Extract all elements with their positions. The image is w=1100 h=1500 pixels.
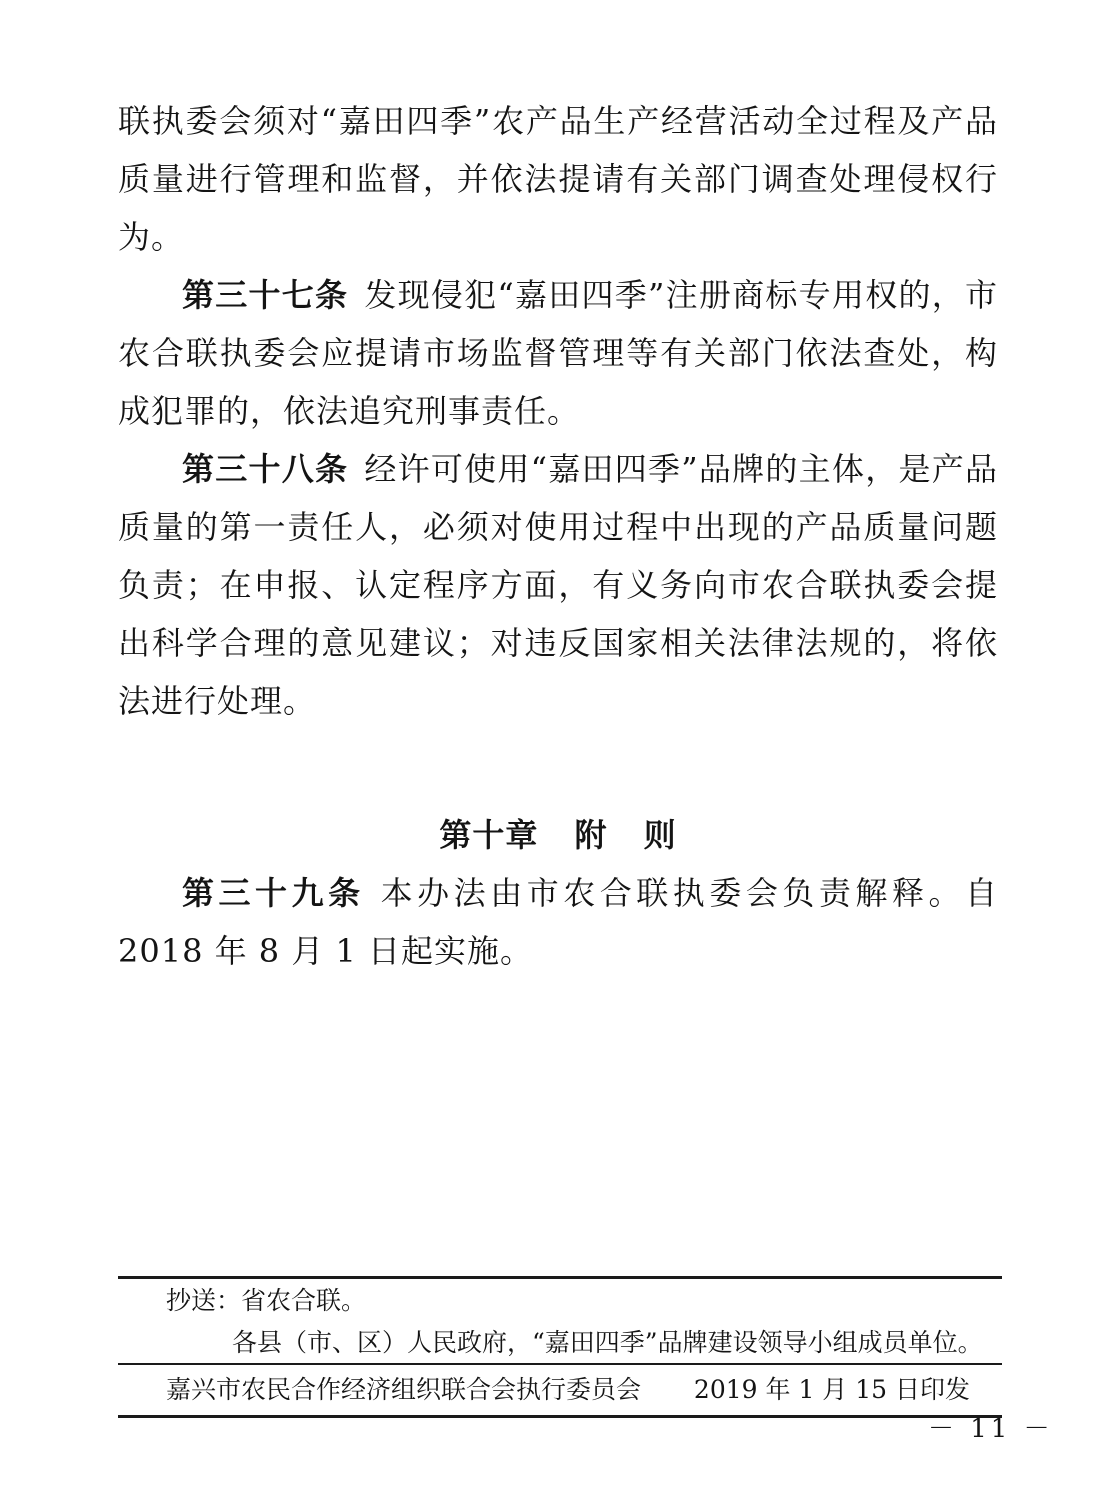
- article-38-text: 经许可使用“嘉田四季”品牌的主体，是产品质量的第一责任人，必须对使用过程中出现的产品质量问题负责；在申报、认定程序方面，有义务向市农合联执委会提出科学合理的意见建议；对违反国家相关法律法规的，将依法进行处理。: [118, 450, 998, 720]
- issuer-name: 嘉兴市农民合作经济组织联合会执行委员会: [166, 1375, 642, 1404]
- page-number: － 11 －: [928, 1414, 1054, 1444]
- issuer-line: [118, 1365, 1002, 1415]
- cc-recipients-line-1: 抄送：省农合联。: [166, 1286, 367, 1315]
- article-38-label: 第三十八条: [182, 450, 349, 488]
- cc-recipients-line-2: 各县（市、区）人民政府，“嘉田四季”品牌建设领导小组成员单位。: [232, 1328, 983, 1357]
- article-37: [118, 266, 998, 440]
- article-37-label: 第三十七条: [182, 276, 349, 314]
- footer-bottom-rule: [118, 1415, 1002, 1418]
- document-body: [118, 92, 998, 980]
- article-38: [118, 440, 998, 730]
- issue-date: 2019 年 1 月 15 日印发: [693, 1375, 970, 1404]
- article-39-text: 本办法由市农合联执委会负责解释。自 2018 年 8 月 1 日起实施。: [118, 874, 998, 970]
- chapter-heading: 第十章 附 则: [439, 816, 677, 854]
- paragraph-text: 联执委会须对“嘉田四季”农产品生产经营活动全过程及产品质量进行管理和监督，并依法提请有关部门调查处理侵权行为。: [118, 102, 998, 256]
- article-39: [118, 864, 998, 980]
- article-39-label: 第三十九条: [182, 874, 365, 912]
- article-37-text: 发现侵犯“嘉田四季”注册商标专用权的，市农合联执委会应提请市场监督管理等有关部门依法查处，构成犯罪的，依法追究刑事责任。: [118, 276, 998, 430]
- paragraph-continued: [118, 92, 998, 266]
- distribution-footer: [118, 1276, 1002, 1418]
